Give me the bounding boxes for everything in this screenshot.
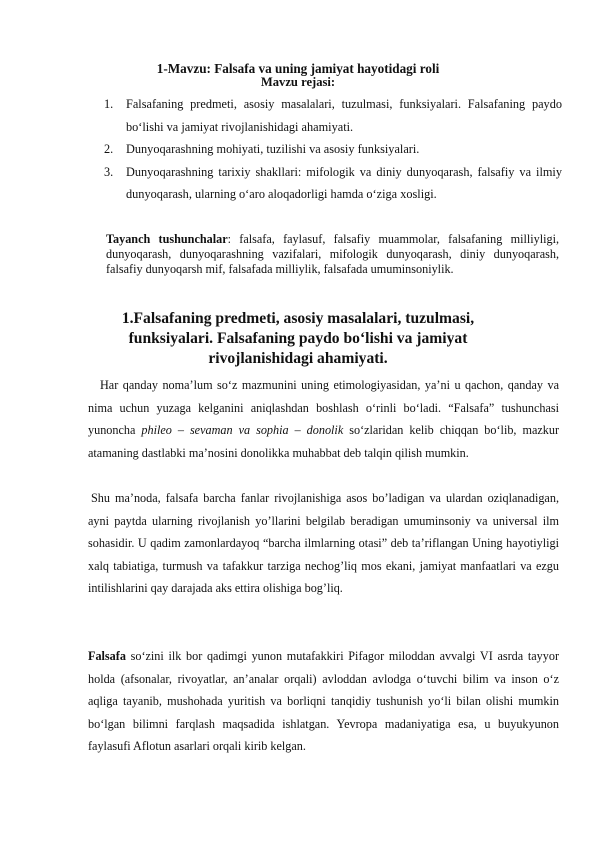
paragraph-1-etymology: phileo – sevaman va sophia – donolik — [141, 423, 344, 438]
plan-item-number: 2. — [104, 142, 114, 156]
plan-item-number: 1. — [104, 97, 114, 111]
plan-item — [104, 93, 562, 138]
topic-plan-list — [104, 93, 562, 206]
document-title: 1-Mavzu: Falsafa va uning jamiyat hayotidagi roli — [156, 61, 440, 76]
key-terms-block — [106, 232, 559, 276]
key-terms-text: : falsafa, faylasuf, falsafiy muammolar, falsafaning milliyligi, dunyoqarash, dunyoqarashning vazifalari, mifologik dunyoqarash, diniy dunyoqarash, falsafiy dunyoqarsh mif, falsafada milliylik, falsafada umuminsoniylik. — [106, 232, 560, 276]
plan-item — [104, 161, 562, 206]
plan-item-text: Dunyoqarashning mohiyati, tuzilishi va asosiy funksiyalari. — [126, 142, 420, 156]
key-terms-label: Tayanch tushunchalar — [106, 232, 228, 246]
paragraph-3-term: Falsafa — [88, 649, 126, 663]
body-paragraph-1 — [88, 374, 559, 464]
plan-item-number: 3. — [104, 164, 114, 179]
plan-item-text: Falsafaning predmeti, asosiy masalalari, tuzulmasi, funksiyalari. Falsafaning paydo bo‘lishi va jamiyat rivojlanishidagi ahamiyati. — [126, 97, 562, 134]
body-paragraph-3 — [88, 645, 559, 758]
plan-subtitle: Mavzu rejasi: — [260, 75, 336, 89]
section-heading: 1.Falsafaning predmeti, asosiy masalalari, tuzulmasi, funksiyalari. Falsafaning paydo bo‘lishi va jamiyat rivojlanishidagi ahamiyati. — [121, 310, 475, 367]
paragraph-3-text: so‘zini ilk bor qadimgi yunon mutafakkiri Pifagor miloddan avvalgi VI asrda tayyor holda (afsonalar, rivoyatlar, an’analar orqali) avloddan avlodga o‘tuvchi bilim va inson o‘z aqliga tayanib, mushohada yuritish va borliqni tanqidiy tushunish yo‘li bilan olishi mumkin bo‘lgan bilimni farqlash maqsadida ishlatgan. Yevropa madaniyatiga esa, u buyukyunon faylasufi Aflotun asarlari orqali kirib kelgan. — [88, 649, 559, 754]
paragraph-1-text-start: Har qanday noma’lum so‘z mazmunini uning etimologiyasidan, ya’ni u qachon, qanday va nima uchun yuzaga kelganini aniqlashdan boshlash o‘rinli bo‘ladi. “Falsafa” tushunchasi yunoncha — [88, 378, 559, 438]
plan-item — [104, 138, 562, 161]
paragraph-1-text-end: so‘zlaridan kelib chiqqan bo‘lib, mazkur atamaning dastlabki ma’nosini donolikka muhabbat deb talqin qilish mumkin. — [88, 423, 560, 460]
body-paragraph-2: Shu ma’noda, falsafa barcha fanlar rivojlanishiga asos bo’ladigan va ulardan oziqlanadigan, ayni paytda ularning rivojlanish yo’llarini belgilab beradigan umuminsoniy va universal ilm sohasidir. U qadim zamonlardayoq “barcha ilmlarning otasi” deb ta’riflangan Uning hayotiyligi xalq tabiatiga, turmush va tafakkur tarziga nechog’liq mos ekani, jamiyat manfaatlari va ezgu intilishlarini qay darajada aks ettira olishiga bog’liq. — [88, 491, 559, 596]
plan-item-text: Dunyoqarashning tarixiy shakllari: mifologik va diniy dunyoqarash, falsafiy va ilmiy dunyoqarash, ularning o‘aro aloqadorligi hamda o‘ziga xosligi. — [126, 164, 562, 201]
